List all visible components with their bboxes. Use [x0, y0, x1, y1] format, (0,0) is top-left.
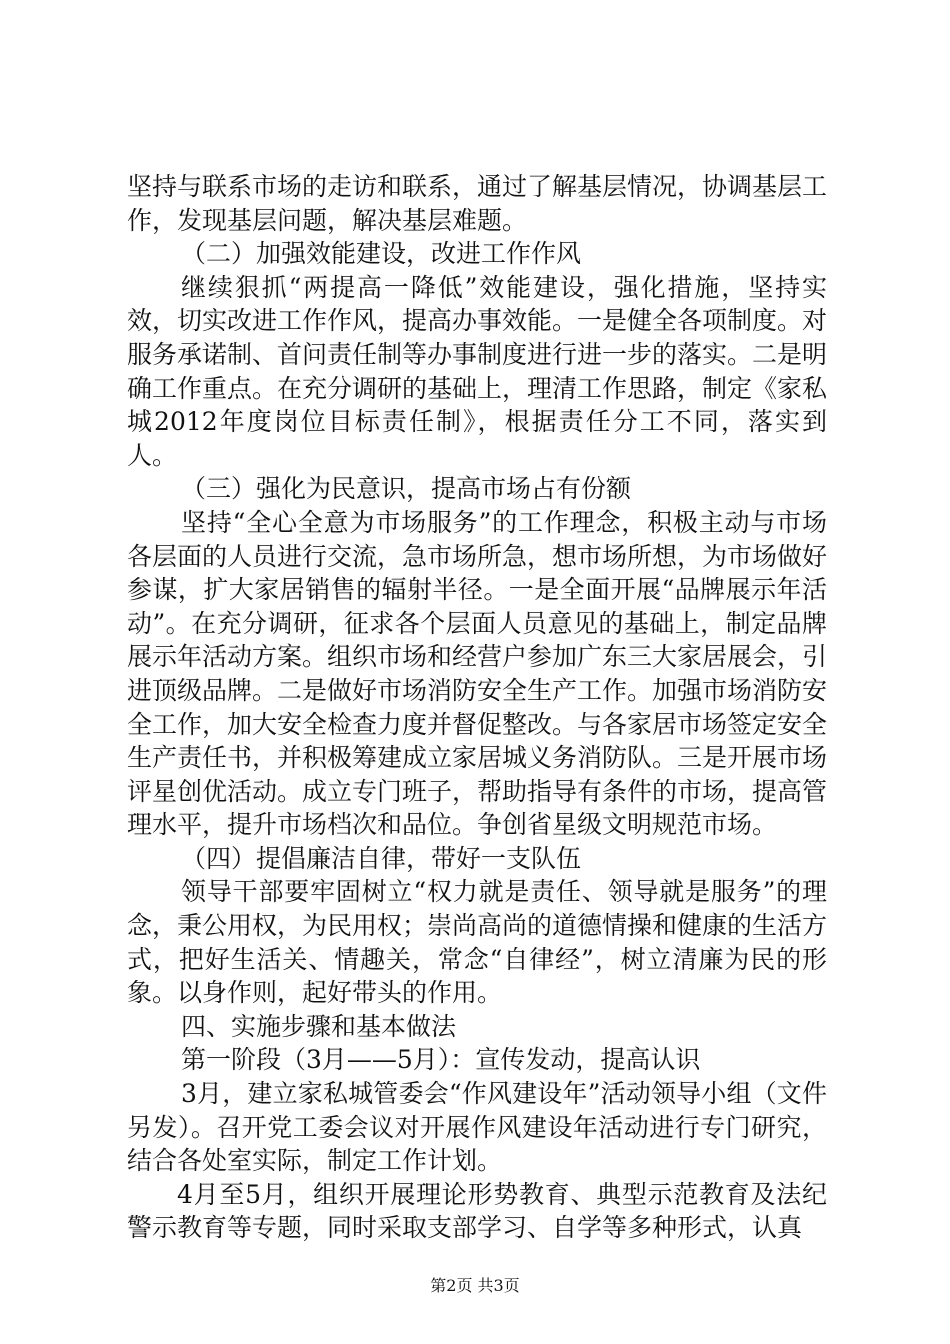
phase-one-heading: 第一阶段（3月——5月）：宣传发动，提高认识 — [181, 1045, 701, 1075]
section-heading-steps: 四、实施步骤和基本做法 — [181, 1011, 457, 1041]
section-heading-4: （四）提倡廉洁自律，带好一支队伍 — [181, 843, 582, 873]
paragraph-april-may: 4月至5月，组织开展理论形势教育、典型示范教育及法纪警示教育等专题，同时采取支部学习、自学等多种形式，认真 — [127, 1179, 827, 1243]
page-footer: 第2页 共3页 — [430, 1276, 520, 1295]
section-heading-2: （二）加强效能建设，改进工作作风 — [181, 239, 582, 269]
paragraph-march: 3月，建立家私城管委会“作风建设年”活动领导小组（文件另发）。召开党工委会议对开展作风建设年活动进行专门研究，结合各处室实际，制定工作计划。 — [127, 1079, 827, 1176]
document-body — [127, 170, 827, 1245]
paragraph-continuation: 坚持与联系市场的走访和联系，通过了解基层情况，协调基层工作，发现基层问题，解决基层难题。 — [127, 172, 828, 235]
section-heading-3: （三）强化为民意识，提高市场占有份额 — [181, 474, 632, 504]
paragraph-integrity: 领导干部要牢固树立“权力就是责任、领导就是服务”的理念，秉公用权，为民用权；崇尚高尚的道德情操和健康的生活方式，把好生活关、情趣关，常念“自律经”，树立清廉为民的形象。以身作则，起好带头的作用。 — [127, 877, 828, 1008]
paragraph-efficiency: 继续狠抓“两提高一降低”效能建设，强化措施，坚持实效，切实改进工作作风，提高办事效能。一是健全各项制度。对服务承诺制、首问责任制等办事制度进行进一步的落实。二是明确工作重点。在充分调研的基础上，理清工作思路，制定《家私城2012年度岗位目标责任制》，根据责任分工不同，落实到人。 — [127, 272, 828, 470]
paragraph-market-service: 坚持“全心全意为市场服务”的工作理念，积极主动与市场各层面的人员进行交流，急市场所急，想市场所想，为市场做好参谋，扩大家居销售的辐射半径。一是全面开展“品牌展示年活动”。在充分调研，征求各个层面人员意见的基础上，制定品牌展示年活动方案。组织市场和经营户参加广东三大家居展会，引进顶级品牌。二是做好市场消防安全生产工作。加强市场消防安全工作，加大安全检查力度并督促整改。与各家居市场签定安全生产责任书，并积极筹建成立家居城义务消防队。三是开展市场评星创优活动。成立专门班子，帮助指导有条件的市场，提高管理水平，提升市场档次和品位。争创省星级文明规范市场。 — [127, 507, 828, 840]
